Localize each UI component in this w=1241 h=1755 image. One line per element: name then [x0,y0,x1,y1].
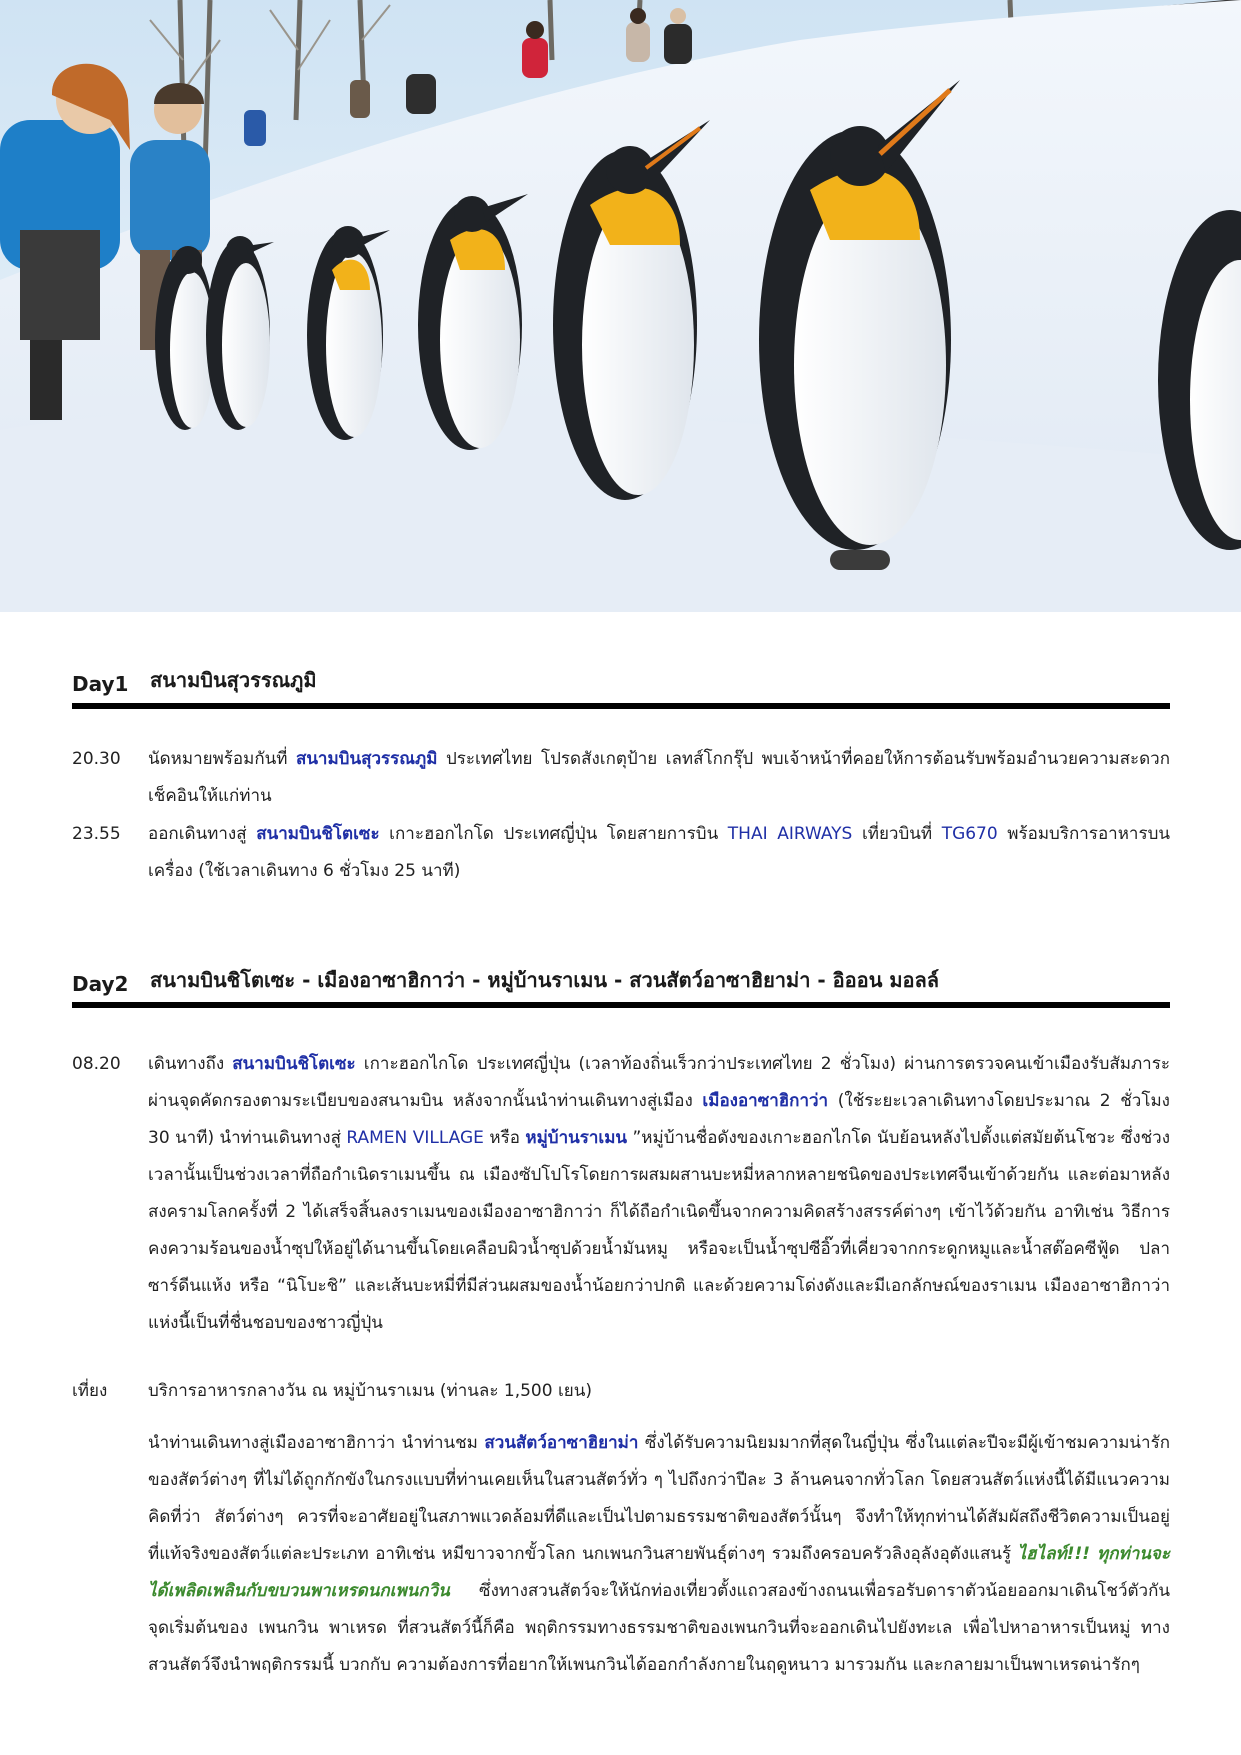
text-run: ”หมู่บ้านชื่อดังของเกาะฮอกไกโด นับย้อนหลังไปตั้งแต่สมัยต้นโชวะ ซึ่งช่วงเวลานั้นเป็นช่วงเวลาที่ถือกำเนิดราเมนขึ้น ณ เมืองซัปโปโรโดยการผสมผสานบะหมี่หลากหลายชนิดของประเทศจีนเข้าด้วยกัน และต่อมาหลังสงครามโลกครั้งที่ 2 ได้เสร็จสิ้นลงราเมนของเมืองอาซาฮิกาว่า ก็ได้ถือกำเนิดขึ้นจากความคิดสร้างสรรค์ต่างๆ เข้าไว้ด้วยกัน อาทิเช่น วิธีการคงความร้อนของน้ำซุปให้อยู่ได้นานขึ้นโดยเคลือบผิวน้ำซุปด้วยน้ำมันหมู หรือจะเป็นน้ำซุปซีอิ๊วที่เคี่ยวจากกระดูกหมูและน้ำสต๊อคซีฟู้ด ปลาซาร์ดีนแห้ง หรือ “นิโบะชิ” และเส้นบะหมี่ที่มีส่วนผสมของน้ำน้อยกว่าปกติ และด้วยความโด่งดังและมีเอกลักษณ์ของราเมน เมืองอาซาฮิกาว่าแห่งนี้เป็นที่ชื่นชอบของชาวญี่ปุ่น [148,1128,1170,1333]
text-run: นัดหมายพร้อมกันที่ [148,749,296,769]
text-run: ซึ่งได้รับความนิยมมากที่สุดในญี่ปุ่น ซึ่งในแต่ละปีจะมีผู้เข้าชมความน่ารักของสัตว์ต่างๆ ที่ไม่ได้ถูกกักขังในกรงแบบที่ท่านเคยเห็นในสวนสัตว์ทั่ว ๆ ไปถึงกว่าปีละ 3 ล้านคนจากทั่วโลก โดยสวนสัตว์แห่งนี้ได้มีแนวความคิดที่ว่า สัตว์ต่างๆ ควรที่จะอาศัยอยู่ในสภาพแวดล้อมที่ดีและเป็นไปตามธรรมชาติของสัตว์นั้นๆ จึงทำให้ทุกท่านได้สัมผัสถึงชีวิตความเป็นอยู่ที่แท้จริงของสัตว์แต่ละประเภท อาทิเช่น หมีขาวจากขั้วโลก นกเพนกวินสายพันธุ์ต่างๆ รวมถึงครอบครัวลิงอุลังอุตังแสนรู้ [148,1433,1170,1564]
text-run: พร้อมบริการอาหารบนเครื่อง (ใช้เวลาเดินทาง 6 ชั่วโมง 25 นาที) [148,824,1170,881]
text-run: เกาะฮอกไกโด ประเทศญี่ปุ่น (เวลาท้องถิ่นเร็วกว่าประเทศไทย 2 ชั่วโมง) ผ่านการตรวจคนเข้าเมืองรับสัมภาระผ่านจุดคัดกรองตามระเบียบของสนามบิน หลังจากนั้นนำท่านเดินทางสู่เมือง [148,1054,1170,1111]
day2-title: สนามบินชิโตเซะ - เมืองอาซาฮิกาว่า - หมู่บ้านราเมน - สวนสัตว์อาซาฮิยาม่า - อิออน มอลล์ [150,968,940,992]
hero-photo-penguin-parade [0,0,1241,612]
text-run: เดินทางถึง [148,1054,233,1074]
place-highlight: สนามบินสุวรรณภูมิ [295,749,438,769]
place-highlight: หมู่บ้านราเมน [525,1128,628,1148]
day1-title: สนามบินสุวรรณภูมิ [150,668,317,692]
entry-time: เที่ยง [72,1381,108,1401]
day2-header [72,960,1170,996]
place-highlight: เมืองอาซาฮิกาว่า [702,1091,829,1111]
text-run: (ใช้ระยะเวลาเดินทางโดยประมาณ 2 ชั่วโมง 30 นาที) นำท่านเดินทางสู่ [148,1091,1170,1148]
highlight-callout: ไฮไลท์!!! ทุกท่านจะได้เพลิดเพลินกับขบวนพาเหรดนกเพนกวิน [148,1544,1170,1601]
entry-text [148,741,1170,815]
text-run: ซึ่งทางสวนสัตว์จะให้นักท่องเที่ยวตั้งแถวสองข้างถนนเพื่อรอรับดาราตัวน้อยออกมาเดินโชว์ตัวกัน จุดเริ่มต้นของ เพนกวิน พาเหรด ที่สวนสัตว์นี้ก็คือ พฤติกรรมทางธรรมชาติของเพนกวินที่จะออกเดินไปยังทะเล เพื่อไปหาอาหารเป็นหมู่ ทางสวนสัตว์จึงนำพฤติกรรมนี้ บวกกับ ความต้องการที่อยากให้เพนกวินได้ออกกำลังกายในฤดูหนาว มารวมกัน และกลายมาเป็นพาเหรดน่ารักๆ [148,1581,1170,1675]
entry-time: 20.30 [72,749,121,769]
airline-highlight: THAI AIRWAYS [727,824,853,844]
entry-text [148,1046,1170,1342]
entry-time: 23.55 [72,824,121,844]
text-run: ประเทศไทย โปรดสังเกตุป้าย เลทส์โกกรุ๊ป พบเจ้าหน้าที่คอยให้การต้อนรับพร้อมอำนวยความสะดวกเช็คอินให้แก่ท่าน [148,749,1170,806]
text-run: บริการอาหารกลางวัน ณ หมู่บ้านราเมน (ท่านละ 1,500 เยน) [148,1381,592,1401]
place-highlight: สนามบินชิโตเซะ [256,824,380,844]
flight-number-highlight: TG670 [941,824,998,844]
text-run: ออกเดินทางสู่ [148,824,257,844]
day1-divider [72,703,1170,709]
day1-header [72,660,1170,696]
entry-text [148,1425,1170,1684]
day2-label: Day2 [72,972,129,996]
place-highlight: RAMEN VILLAGE [346,1128,484,1148]
text-run: เกาะฮอกไกโด ประเทศญี่ปุ่น โดยสายการบิน [379,824,728,844]
entry-time: 08.20 [72,1054,121,1074]
place-highlight: สวนสัตว์อาซาฮิยาม่า [484,1433,639,1453]
day1-label: Day1 [72,672,129,696]
text-run: เที่ยวบินที่ [852,824,942,844]
entry-text [148,816,1170,890]
text-run: นำท่านเดินทางสู่เมืองอาซาฮิกาว่า นำท่านชม [148,1433,485,1453]
place-highlight: สนามบินชิโตเซะ [232,1054,356,1074]
text-run: หรือ [483,1128,526,1148]
day2-divider [72,1002,1170,1008]
entry-text [148,1373,1170,1410]
